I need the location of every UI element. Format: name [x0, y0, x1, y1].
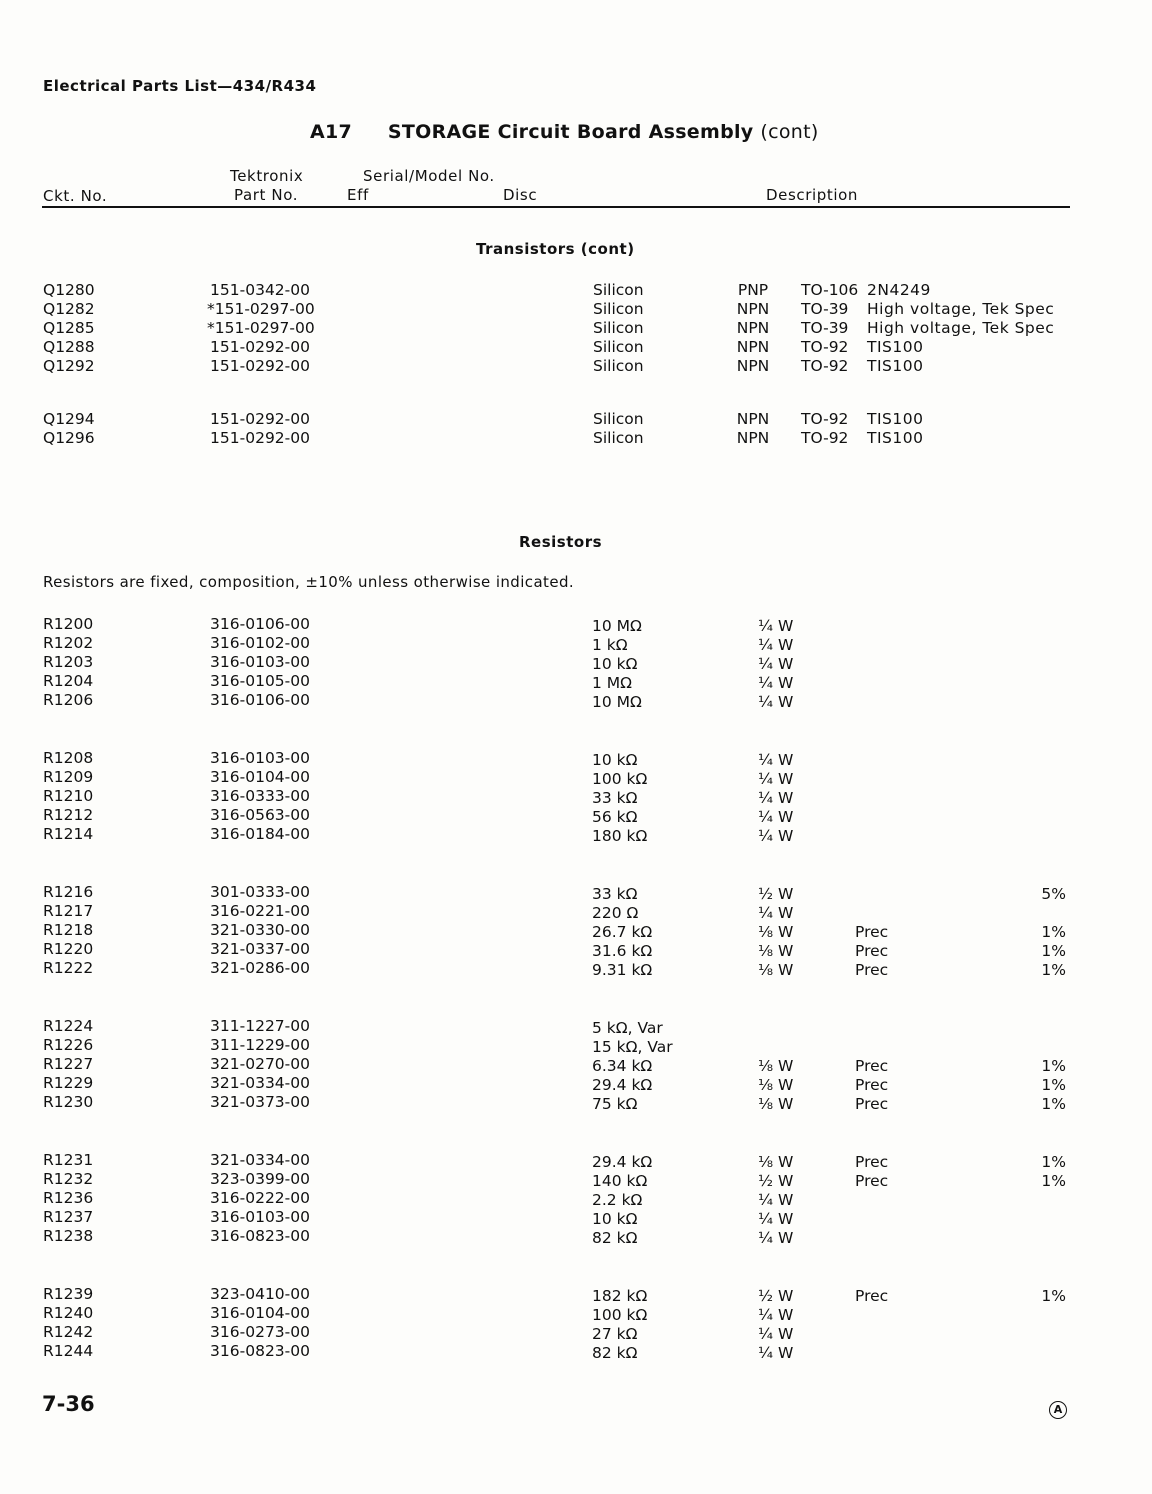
material: Silicon	[593, 410, 644, 428]
tolerance: 1%	[1041, 923, 1066, 941]
table-row	[0, 902, 1152, 921]
wattage: ½ W	[758, 885, 794, 903]
precision: Prec	[855, 1153, 889, 1171]
tolerance: 1%	[1041, 942, 1066, 960]
part-no: 316-0563-00	[210, 806, 310, 824]
col-part-no: Part No.	[234, 186, 299, 204]
ckt-no: R1209	[43, 768, 94, 786]
ckt-no: R1236	[43, 1189, 94, 1207]
ckt-no: R1208	[43, 749, 94, 767]
value: 15 kΩ, Var	[592, 1038, 673, 1056]
table-row	[0, 959, 1152, 978]
wattage: ¼ W	[758, 1344, 794, 1362]
wattage: ¼ W	[758, 1325, 794, 1343]
resistors-heading: Resistors	[519, 533, 603, 551]
package: TO-92	[801, 410, 849, 428]
part-no: 151-0292-00	[210, 338, 310, 356]
value: 10 MΩ	[592, 617, 642, 635]
table-row	[0, 281, 1152, 300]
part-no: 316-0823-00	[210, 1227, 310, 1245]
part-no: 316-0823-00	[210, 1342, 310, 1360]
material: Silicon	[593, 300, 644, 318]
ckt-no: R1216	[43, 883, 94, 901]
ckt-no: Q1280	[43, 281, 95, 299]
page-number: 7-36	[42, 1392, 95, 1416]
table-row	[0, 1189, 1152, 1208]
precision: Prec	[855, 1076, 889, 1094]
table-row	[0, 883, 1152, 902]
part-no: 323-0410-00	[210, 1285, 310, 1303]
page-title-code: A17	[310, 121, 353, 143]
wattage: ⅛ W	[758, 961, 794, 979]
wattage: ⅛ W	[758, 1057, 794, 1075]
value: 10 MΩ	[592, 693, 642, 711]
running-title: Electrical Parts List—434/R434	[43, 77, 317, 95]
material: Silicon	[593, 338, 644, 356]
part-no: 301-0333-00	[210, 883, 310, 901]
table-row	[0, 1074, 1152, 1093]
ckt-no: Q1296	[43, 429, 95, 447]
tolerance: 1%	[1041, 1172, 1066, 1190]
part-no: 151-0292-00	[210, 429, 310, 447]
ckt-no: R1242	[43, 1323, 94, 1341]
wattage: ¼ W	[758, 770, 794, 788]
part-no: 316-0102-00	[210, 634, 310, 652]
value: 2.2 kΩ	[592, 1191, 643, 1209]
table-row	[0, 615, 1152, 634]
col-serial-model: Serial/Model No.	[363, 167, 495, 185]
wattage: ¼ W	[758, 789, 794, 807]
part-no: 311-1227-00	[210, 1017, 310, 1035]
wattage: ¼ W	[758, 1306, 794, 1324]
part-no: 321-0334-00	[210, 1151, 310, 1169]
ckt-no: R1240	[43, 1304, 94, 1322]
ckt-no: R1238	[43, 1227, 94, 1245]
value: 1 MΩ	[592, 674, 633, 692]
table-row	[0, 410, 1152, 429]
value: 75 kΩ	[592, 1095, 638, 1113]
part-no: 316-0222-00	[210, 1189, 310, 1207]
ckt-no: Q1292	[43, 357, 95, 375]
value: 29.4 kΩ	[592, 1153, 653, 1171]
ckt-no: R1206	[43, 691, 94, 709]
part-no: 151-0342-00	[210, 281, 310, 299]
ckt-no: R1222	[43, 959, 94, 977]
part-no: 316-0103-00	[210, 1208, 310, 1226]
part-no: 316-0106-00	[210, 691, 310, 709]
ckt-no: R1227	[43, 1055, 94, 1073]
ckt-no: R1229	[43, 1074, 94, 1092]
description: High voltage, Tek Spec	[867, 319, 1055, 337]
value: 9.31 kΩ	[592, 961, 653, 979]
wattage: ⅛ W	[758, 1153, 794, 1171]
description: TIS100	[867, 338, 924, 356]
tolerance: 1%	[1041, 1076, 1066, 1094]
package: TO-39	[801, 300, 849, 318]
ckt-no: R1212	[43, 806, 94, 824]
value: 180 kΩ	[592, 827, 648, 845]
col-tektronix: Tektronix	[230, 167, 304, 185]
wattage: ½ W	[758, 1287, 794, 1305]
ckt-no: R1217	[43, 902, 94, 920]
description: 2N4249	[867, 281, 931, 299]
value: 100 kΩ	[592, 770, 648, 788]
description: TIS100	[867, 429, 924, 447]
table-row	[0, 749, 1152, 768]
ckt-no: Q1288	[43, 338, 95, 356]
precision: Prec	[855, 1172, 889, 1190]
transistors-heading: Transistors (cont)	[476, 240, 635, 258]
ckt-no: R1210	[43, 787, 94, 805]
tolerance: 1%	[1041, 1095, 1066, 1113]
col-description: Description	[766, 186, 859, 204]
table-row	[0, 806, 1152, 825]
col-disc: Disc	[503, 186, 538, 204]
description: High voltage, Tek Spec	[867, 300, 1055, 318]
part-no: 316-0221-00	[210, 902, 310, 920]
value: 10 kΩ	[592, 655, 638, 673]
tolerance: 1%	[1041, 1153, 1066, 1171]
table-row	[0, 1055, 1152, 1074]
value: 100 kΩ	[592, 1306, 648, 1324]
precision: Prec	[855, 1095, 889, 1113]
wattage: ⅛ W	[758, 942, 794, 960]
table-row	[0, 634, 1152, 653]
table-row	[0, 319, 1152, 338]
value: 82 kΩ	[592, 1229, 638, 1247]
table-row	[0, 1227, 1152, 1246]
wattage: ¼ W	[758, 636, 794, 654]
ckt-no: Q1282	[43, 300, 95, 318]
value: 31.6 kΩ	[592, 942, 653, 960]
table-row	[0, 1208, 1152, 1227]
precision: Prec	[855, 1057, 889, 1075]
value: 6.34 kΩ	[592, 1057, 653, 1075]
table-row	[0, 1304, 1152, 1323]
header-rule	[42, 206, 1070, 208]
tolerance: 1%	[1041, 1287, 1066, 1305]
table-row	[0, 338, 1152, 357]
part-no: 316-0105-00	[210, 672, 310, 690]
material: Silicon	[593, 281, 644, 299]
wattage: ¼ W	[758, 1229, 794, 1247]
resistors-note: Resistors are fixed, composition, ±10% unless otherwise indicated.	[43, 573, 575, 591]
wattage: ¼ W	[758, 655, 794, 673]
precision: Prec	[855, 1287, 889, 1305]
wattage: ¼ W	[758, 808, 794, 826]
part-no: 316-0184-00	[210, 825, 310, 843]
precision: Prec	[855, 923, 889, 941]
ckt-no: R1224	[43, 1017, 94, 1035]
table-row	[0, 940, 1152, 959]
ckt-no: R1226	[43, 1036, 94, 1054]
part-no: 321-0334-00	[210, 1074, 310, 1092]
package: TO-92	[801, 429, 849, 447]
ckt-no: R1214	[43, 825, 94, 843]
part-no: *151-0297-00	[207, 300, 315, 318]
description: TIS100	[867, 357, 924, 375]
polarity: PNP	[737, 281, 769, 299]
table-row	[0, 921, 1152, 940]
value: 26.7 kΩ	[592, 923, 653, 941]
table-row	[0, 1285, 1152, 1304]
table-row	[0, 787, 1152, 806]
table-row	[0, 1170, 1152, 1189]
part-no: 316-0106-00	[210, 615, 310, 633]
ckt-no: Q1285	[43, 319, 95, 337]
package: TO-106	[801, 281, 859, 299]
table-row	[0, 691, 1152, 710]
table-row	[0, 1342, 1152, 1361]
polarity: NPN	[736, 300, 770, 318]
description: TIS100	[867, 410, 924, 428]
table-row	[0, 357, 1152, 376]
col-ckt-no: Ckt. No.	[43, 187, 108, 205]
ckt-no: R1204	[43, 672, 94, 690]
part-no: 316-0104-00	[210, 1304, 310, 1322]
polarity: NPN	[736, 319, 770, 337]
precision: Prec	[855, 942, 889, 960]
wattage: ¼ W	[758, 827, 794, 845]
precision: Prec	[855, 961, 889, 979]
ckt-no: R1237	[43, 1208, 94, 1226]
wattage: ⅛ W	[758, 1076, 794, 1094]
part-no: 316-0103-00	[210, 653, 310, 671]
ckt-no: R1200	[43, 615, 94, 633]
part-no: 316-0104-00	[210, 768, 310, 786]
wattage: ⅛ W	[758, 1095, 794, 1113]
ckt-no: R1244	[43, 1342, 94, 1360]
polarity: NPN	[736, 410, 770, 428]
value: 82 kΩ	[592, 1344, 638, 1362]
value: 220 Ω	[592, 904, 639, 922]
value: 10 kΩ	[592, 751, 638, 769]
part-no: 321-0330-00	[210, 921, 310, 939]
value: 5 kΩ, Var	[592, 1019, 663, 1037]
page-title	[310, 121, 819, 143]
ckt-no: R1220	[43, 940, 94, 958]
value: 140 kΩ	[592, 1172, 648, 1190]
polarity: NPN	[736, 429, 770, 447]
table-row	[0, 653, 1152, 672]
part-no: 151-0292-00	[210, 410, 310, 428]
wattage: ¼ W	[758, 751, 794, 769]
value: 10 kΩ	[592, 1210, 638, 1228]
table-row	[0, 1093, 1152, 1112]
package: TO-92	[801, 338, 849, 356]
ckt-no: R1203	[43, 653, 94, 671]
value: 27 kΩ	[592, 1325, 638, 1343]
ckt-no: R1202	[43, 634, 94, 652]
wattage: ¼ W	[758, 674, 794, 692]
table-row	[0, 1036, 1152, 1055]
page-title-suffix: (cont)	[760, 121, 819, 143]
part-no: 316-0103-00	[210, 749, 310, 767]
wattage: ⅛ W	[758, 923, 794, 941]
material: Silicon	[593, 319, 644, 337]
material: Silicon	[593, 357, 644, 375]
part-no: 321-0337-00	[210, 940, 310, 958]
table-row	[0, 300, 1152, 319]
polarity: NPN	[736, 338, 770, 356]
col-eff: Eff	[347, 186, 369, 204]
part-no: 151-0292-00	[210, 357, 310, 375]
value: 29.4 kΩ	[592, 1076, 653, 1094]
ckt-no: Q1294	[43, 410, 95, 428]
wattage: ¼ W	[758, 693, 794, 711]
package: TO-92	[801, 357, 849, 375]
part-no: 323-0399-00	[210, 1170, 310, 1188]
part-no: 316-0273-00	[210, 1323, 310, 1341]
ckt-no: R1239	[43, 1285, 94, 1303]
material: Silicon	[593, 429, 644, 447]
value: 33 kΩ	[592, 789, 638, 807]
page-title-main: STORAGE Circuit Board Assembly	[387, 121, 754, 143]
table-row	[0, 1151, 1152, 1170]
tolerance: 1%	[1041, 961, 1066, 979]
package: TO-39	[801, 319, 849, 337]
tolerance: 5%	[1041, 885, 1066, 903]
part-no: 311-1229-00	[210, 1036, 310, 1054]
ckt-no: R1232	[43, 1170, 94, 1188]
ckt-no: R1230	[43, 1093, 94, 1111]
table-row	[0, 429, 1152, 448]
value: 1 kΩ	[592, 636, 628, 654]
table-row	[0, 1017, 1152, 1036]
table-row	[0, 672, 1152, 691]
polarity: NPN	[736, 357, 770, 375]
table-row	[0, 1323, 1152, 1342]
wattage: ¼ W	[758, 1210, 794, 1228]
part-no: 316-0333-00	[210, 787, 310, 805]
part-no: 321-0373-00	[210, 1093, 310, 1111]
wattage: ¼ W	[758, 904, 794, 922]
ckt-no: R1231	[43, 1151, 94, 1169]
value: 182 kΩ	[592, 1287, 648, 1305]
ckt-no: R1218	[43, 921, 94, 939]
wattage: ¼ W	[758, 1191, 794, 1209]
wattage: ¼ W	[758, 617, 794, 635]
wattage: ½ W	[758, 1172, 794, 1190]
part-no: *151-0297-00	[207, 319, 315, 337]
table-row	[0, 768, 1152, 787]
part-no: 321-0286-00	[210, 959, 310, 977]
table-row	[0, 825, 1152, 844]
value: 56 kΩ	[592, 808, 638, 826]
tolerance: 1%	[1041, 1057, 1066, 1075]
value: 33 kΩ	[592, 885, 638, 903]
part-no: 321-0270-00	[210, 1055, 310, 1073]
revision-mark: A	[1049, 1401, 1067, 1419]
